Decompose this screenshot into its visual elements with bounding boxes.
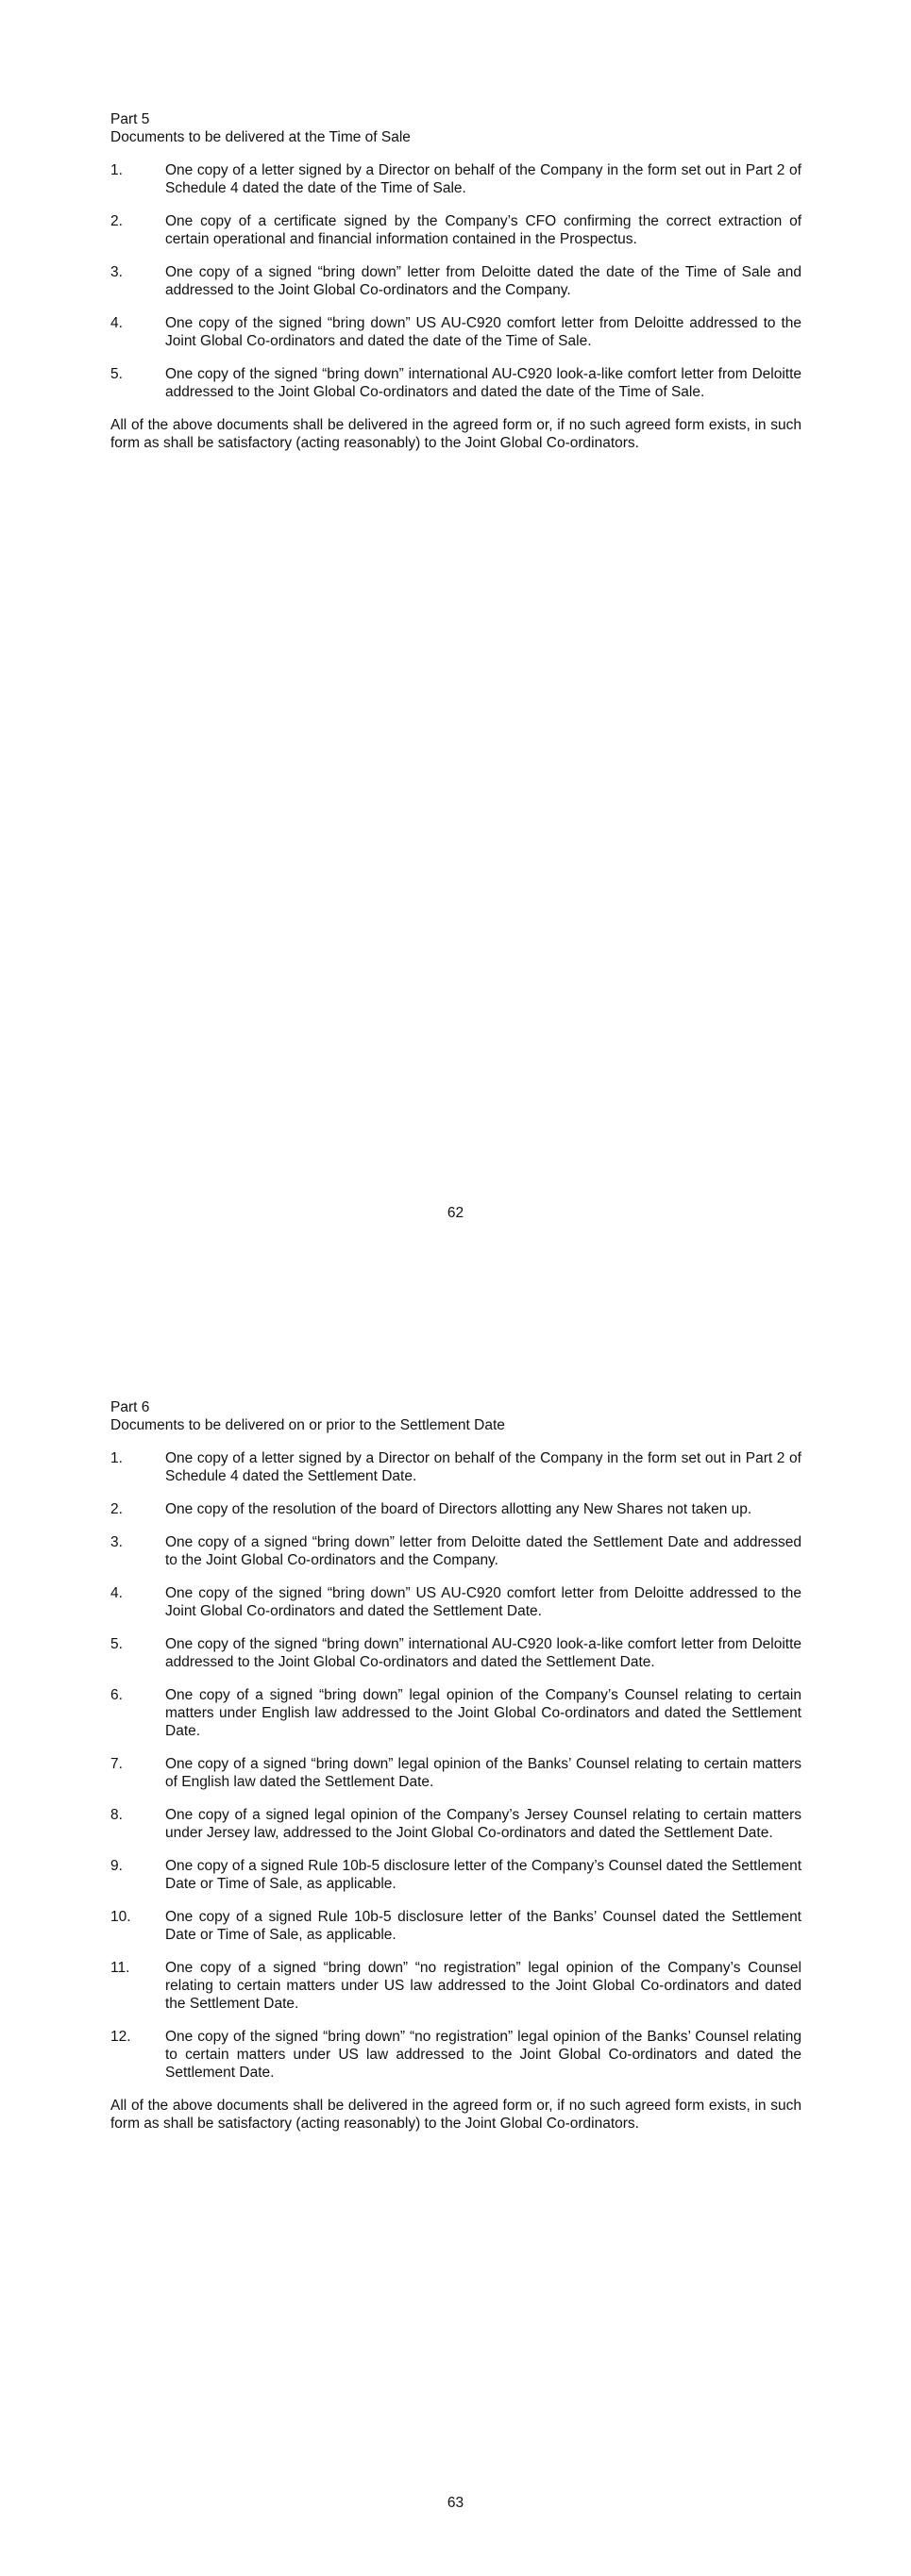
item-number: 3. [110,264,123,280]
item-text: One copy of the resolution of the board of Directors allotting any New Shares not taken up. [165,1501,752,1517]
item-text: One copy of the signed “bring down” US AU-C920 comfort letter from Deloitte addressed to the Joint Global Co-ordinators and dated the Settlement Date. [165,1585,801,1619]
item-text: One copy of a certificate signed by the Company’s CFO confirming the correct extraction of certain operational and financial information contained in the Prospectus. [165,213,801,247]
item-text: One copy of the signed “bring down” “no registration” legal opinion of the Banks’ Counsel relating to certain matters under US law addressed to the Joint Global Co-ordinators and dated the Settlement Date. [165,2029,801,2081]
item-number: 1. [110,162,123,178]
list-item [110,1449,801,1485]
item-number: 6. [110,1687,123,1703]
item-number: 2. [110,213,123,229]
item-text: One copy of a signed “bring down” legal opinion of the Company’s Counsel relating to certain matters under English law addressed to the Joint Global Co-ordinators and dated the Settlement Date. [165,1687,801,1739]
item-text: One copy of a letter signed by a Director on behalf of the Company in the form set out in Part 2 of Schedule 4 dated the Settlement Date. [165,1450,801,1484]
item-number: 4. [110,315,123,331]
list-item [110,365,801,401]
list-item [110,2028,801,2082]
item-text: One copy of a signed “bring down” letter from Deloitte dated the Settlement Date and addressed to the Joint Global Co-ordinators and the Company. [165,1534,801,1568]
list-item [110,314,801,350]
closing-paragraph: All of the above documents shall be delivered in the agreed form or, if no such agreed form exists, in such form as shall be satisfactory (acting reasonably) to the Joint Global Co-ordinators. [110,417,801,451]
item-number: 5. [110,366,123,382]
page-number: 62 [447,1205,464,1221]
part-label: Part 6 [110,1399,150,1415]
item-number: 3. [110,1534,123,1550]
part-subtitle: Documents to be delivered at the Time of Sale [110,129,411,145]
list-item [110,1635,801,1671]
item-number: 7. [110,1756,123,1772]
part-label: Part 5 [110,111,150,127]
item-number: 5. [110,1636,123,1652]
item-text: One copy of a signed Rule 10b-5 disclosure letter of the Banks’ Counsel dated the Settlement Date or Time of Sale, as applicable. [165,1909,801,1943]
item-number: 9. [110,1858,123,1874]
part-5-section [110,110,801,452]
list-item [110,1584,801,1620]
item-text: One copy of the signed “bring down” international AU-C920 look-a-like comfort letter from Deloitte addressed to the Joint Global Co-ordinators and dated the date of the Time of Sale. [165,366,801,400]
list-item [110,1959,801,2013]
item-text: One copy of a letter signed by a Director on behalf of the Company in the form set out in Part 2 of Schedule 4 dated the date of the Time of Sale. [165,162,801,196]
page-number: 63 [447,2495,464,2511]
list-item [110,1686,801,1740]
item-text: One copy of a signed “bring down” letter from Deloitte dated the date of the Time of Sale and addressed to the Joint Global Co-ordinators and the Company. [165,264,801,298]
list-item [110,161,801,197]
list-item [110,263,801,299]
item-number: 11. [110,1960,130,1976]
list-item [110,1533,801,1569]
list-item [110,1500,801,1518]
item-number: 10. [110,1909,131,1925]
part-6-section [110,1398,801,2133]
list-item [110,1908,801,1944]
item-text: One copy of a signed “bring down” “no registration” legal opinion of the Company’s Counsel relating to certain matters under US law addressed to the Joint Global Co-ordinators and dated the Settlement Date. [165,1960,801,2012]
item-number: 8. [110,1807,123,1823]
item-text: One copy of a signed Rule 10b-5 disclosure letter of the Company’s Counsel dated the Settlement Date or Time of Sale, as applicable. [165,1858,801,1892]
item-text: One copy of the signed “bring down” US AU-C920 comfort letter from Deloitte addressed to the Joint Global Co-ordinators and dated the date of the Time of Sale. [165,315,801,349]
item-text: One copy of the signed “bring down” international AU-C920 look-a-like comfort letter from Deloitte addressed to the Joint Global Co-ordinators and dated the Settlement Date. [165,1636,801,1670]
item-number: 1. [110,1450,123,1466]
list-item [110,212,801,248]
item-text: One copy of a signed “bring down” legal opinion of the Banks’ Counsel relating to certain matters of English law dated the Settlement Date. [165,1756,801,1790]
list-item [110,1857,801,1893]
document-page-63 [0,1288,911,2576]
closing-paragraph: All of the above documents shall be delivered in the agreed form or, if no such agreed form exists, in such form as shall be satisfactory (acting reasonably) to the Joint Global Co-ordinators. [110,2098,801,2132]
item-number: 2. [110,1501,123,1517]
part-subtitle: Documents to be delivered on or prior to the Settlement Date [110,1417,505,1433]
item-number: 12. [110,2029,131,2045]
list-item [110,1806,801,1842]
item-text: One copy of a signed legal opinion of the Company’s Jersey Counsel relating to certain matters under Jersey law, addressed to the Joint Global Co-ordinators and dated the Settlement Date. [165,1807,801,1841]
item-number: 4. [110,1585,123,1601]
list-item [110,1755,801,1791]
